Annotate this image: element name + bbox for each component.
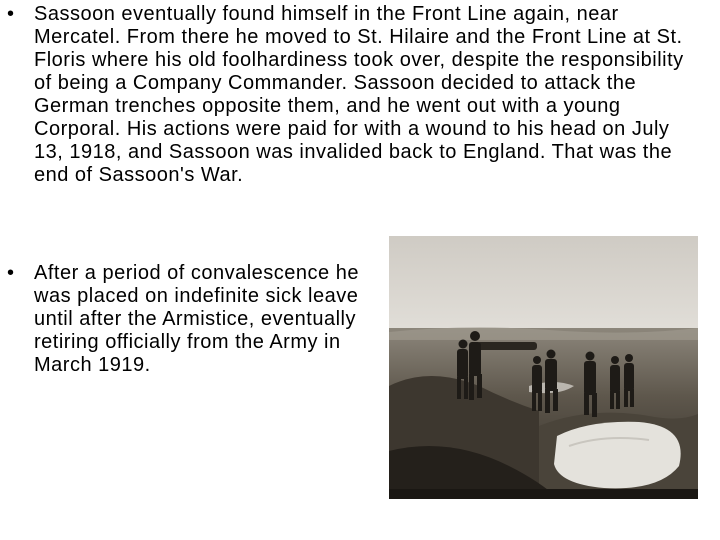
bullet-text: Sassoon eventually found himself in the Front Line again, near Mercatel. From there he moved to St. Hilaire and the Front Line at St. Floris where his old foolhardiness took over, despite the responsibility of being a Company Commander. Sassoon decided to attack the German trenches opposite them, and he went out with a young Corporal. His actions were paid for with a wound to his head on July 13, 1918, and Sassoon was invalided back to England. That was the end of Sassoon's War. bbox=[34, 3, 684, 186]
bullet-marker: • bbox=[7, 262, 15, 284]
sky bbox=[389, 236, 698, 336]
bullet-text: After a period of convalescence he was placed on indefinite sick leave until after the Armistice, eventually retiring officially from the Army in March 1919. bbox=[34, 262, 359, 376]
battlefield-illustration bbox=[389, 236, 698, 499]
shell-crater-water bbox=[554, 422, 681, 489]
stretcher bbox=[477, 342, 537, 350]
bullet-item-front-line bbox=[7, 3, 684, 187]
bullet-item-convalescence bbox=[7, 262, 379, 377]
caption-strip bbox=[389, 489, 698, 499]
stretcher-bearers-photo bbox=[389, 236, 698, 499]
bullet-marker: • bbox=[7, 3, 15, 25]
